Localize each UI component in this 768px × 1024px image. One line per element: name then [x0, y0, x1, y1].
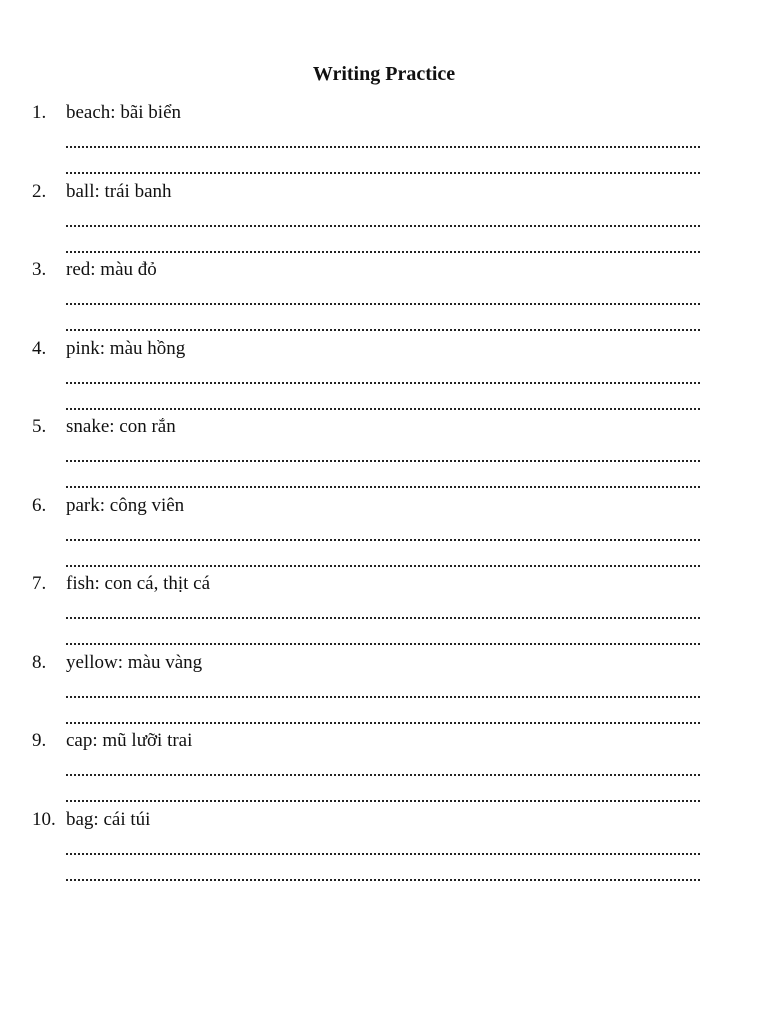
writing-line[interactable] — [66, 676, 700, 702]
item-number: 5. — [32, 416, 47, 437]
vocab-term — [32, 807, 704, 833]
item-text: fish: con cá, thịt cá — [66, 573, 211, 594]
vocab-term — [32, 336, 704, 362]
writing-line[interactable] — [66, 833, 700, 859]
list-item — [32, 728, 704, 807]
writing-line[interactable] — [66, 362, 700, 388]
writing-line[interactable] — [66, 309, 700, 335]
item-number: 10. — [32, 808, 56, 830]
writing-line[interactable] — [66, 597, 700, 623]
writing-line[interactable] — [66, 702, 700, 728]
vocab-term — [32, 100, 704, 126]
vocab-term — [32, 650, 704, 676]
item-text: beach: bãi biển — [66, 102, 182, 123]
list-item — [32, 571, 704, 650]
list-item — [32, 493, 704, 572]
item-number: 1. — [32, 102, 47, 123]
list-item — [32, 179, 704, 258]
item-number: 4. — [32, 337, 47, 359]
item-text: bag: cái túi — [66, 808, 151, 830]
writing-line[interactable] — [66, 780, 700, 806]
item-number: 2. — [32, 180, 47, 202]
writing-line[interactable] — [66, 152, 700, 178]
item-number: 6. — [32, 494, 47, 516]
vocab-term — [32, 257, 704, 283]
list-item — [32, 257, 704, 336]
page-title: Writing Practice — [312, 63, 456, 85]
vocab-term — [32, 571, 704, 597]
list-item — [32, 100, 704, 179]
item-text: ball: trái banh — [66, 180, 172, 202]
vocab-term — [32, 179, 704, 205]
item-number: 9. — [32, 730, 47, 751]
item-text: red: màu đỏ — [66, 259, 157, 280]
writing-line[interactable] — [66, 440, 700, 466]
list-item — [32, 807, 704, 886]
vocab-term — [32, 728, 704, 754]
list-item — [32, 414, 704, 493]
writing-line[interactable] — [66, 859, 700, 885]
writing-line[interactable] — [66, 754, 700, 780]
item-number: 8. — [32, 651, 47, 673]
item-text: snake: con rắn — [66, 416, 176, 437]
writing-line[interactable] — [66, 623, 700, 649]
writing-line[interactable] — [66, 388, 700, 414]
vocab-term — [32, 414, 704, 440]
writing-line[interactable] — [66, 205, 700, 231]
list-item — [32, 650, 704, 729]
writing-line[interactable] — [66, 126, 700, 152]
writing-line[interactable] — [66, 231, 700, 257]
writing-line[interactable] — [66, 283, 700, 309]
list-item — [32, 336, 704, 415]
item-number: 3. — [32, 259, 47, 280]
item-text: park: công viên — [66, 494, 185, 516]
vocab-term — [32, 493, 704, 519]
item-number: 7. — [32, 573, 47, 594]
item-text: cap: mũ lưỡi trai — [66, 730, 193, 751]
writing-line[interactable] — [66, 545, 700, 571]
vocabulary-list — [32, 100, 704, 885]
writing-line[interactable] — [66, 519, 700, 545]
item-text: pink: màu hồng — [66, 337, 186, 359]
writing-line[interactable] — [66, 466, 700, 492]
item-text: yellow: màu vàng — [66, 651, 203, 673]
